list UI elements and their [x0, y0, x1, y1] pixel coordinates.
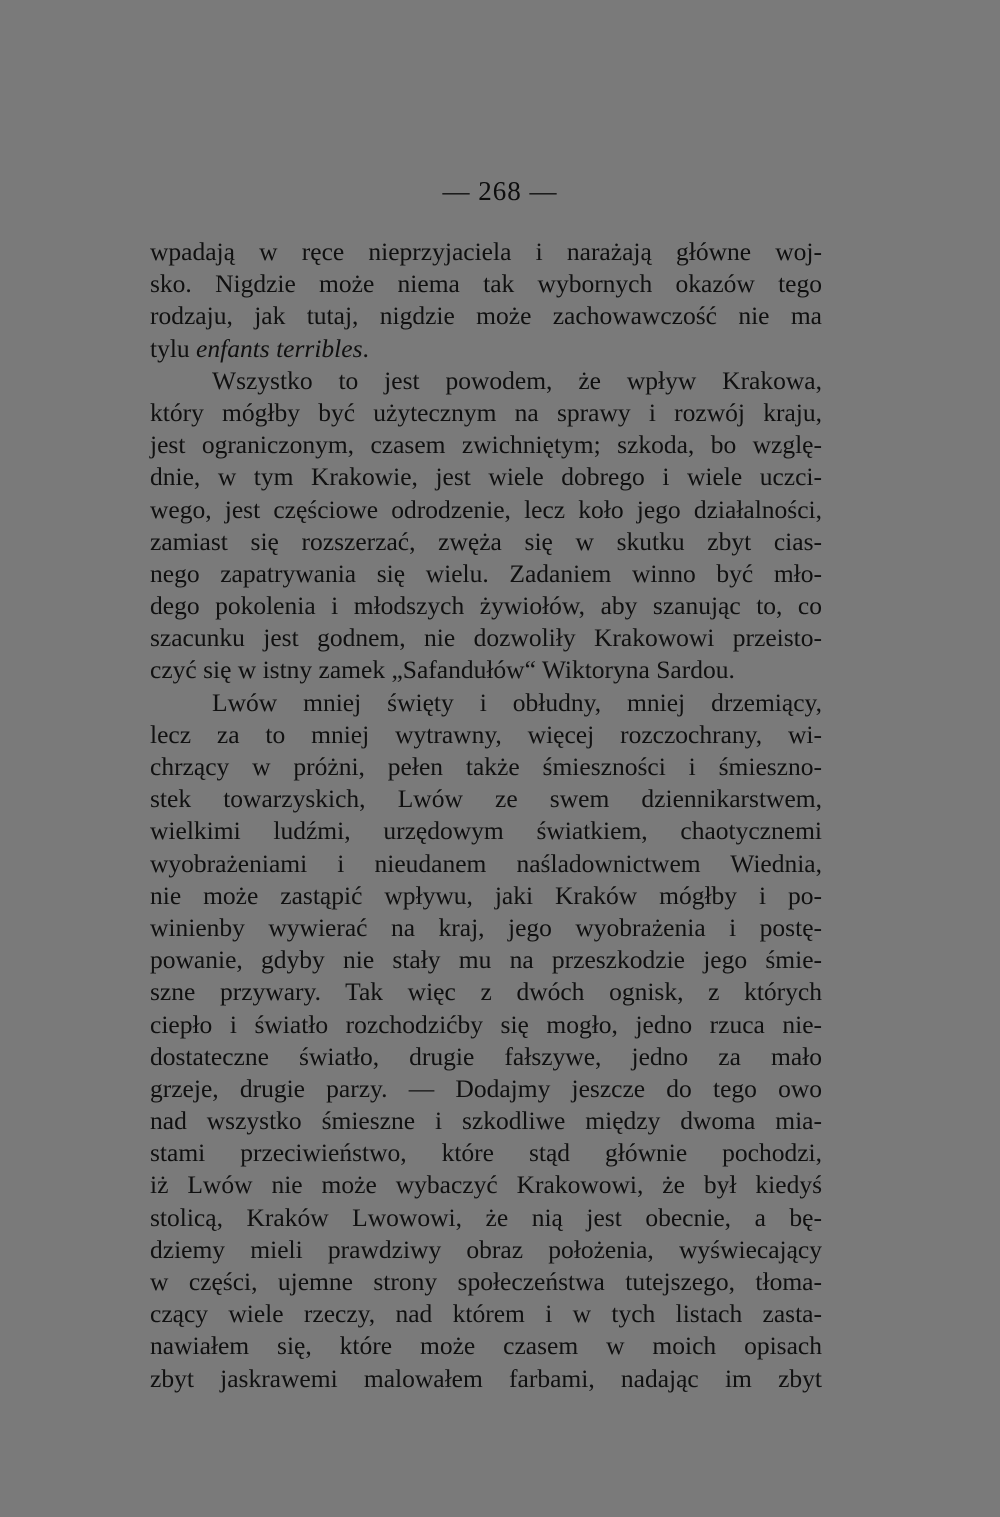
text-line-segment: .: [362, 333, 369, 363]
text-line: lecz za to mniej wytrawny, więcej rozczochrany, wi-: [150, 719, 822, 749]
text-line: dnie, w tym Krakowie, jest wiele dobrego i wiele uczci-: [150, 462, 822, 492]
text-line: Wszystko to jest powodem, że wpływ Krakowa,: [212, 365, 822, 395]
text-line: rodzaju, jak tutaj, nigdzie może zachowawczość nie ma: [150, 301, 822, 331]
text-line: nego zapatrywania się wielu. Zadaniem winno być mło-: [150, 558, 822, 588]
text-line: stami przeciwieństwo, które stąd głównie pochodzi,: [150, 1138, 822, 1168]
text-line: winienby wywierać na kraj, jego wyobrażenia i postę-: [150, 912, 822, 942]
text-line: sko. Nigdzie może niema tak wybornych okazów tego: [150, 269, 822, 299]
text-line: [150, 333, 822, 365]
text-line: dziemy mieli prawdziwy obraz położenia, wyświecający: [150, 1234, 822, 1264]
text-line: grzeje, drugie parzy. — Dodajmy jeszcze do tego owo: [150, 1073, 822, 1103]
text-line: zbyt jaskrawemi malowałem farbami, nadając im zbyt: [150, 1363, 822, 1393]
text-line: czyć się w istny zamek „Safandułów“ Wiktoryna Sardou.: [150, 655, 735, 685]
text-line: wego, jest częściowe odrodzenie, lecz koło jego działalności,: [150, 494, 822, 524]
text-line: wielkimi ludźmi, urzędowym światkiem, chaotycznemi: [150, 816, 822, 846]
text-line: Lwów mniej święty i obłudny, mniej drzemiący,: [212, 687, 822, 717]
text-line: nawiałem się, które może czasem w moich opisach: [150, 1331, 822, 1361]
text-line-segment: tylu: [150, 333, 197, 363]
text-line: stolicą, Kraków Lwowowi, że nią jest obecnie, a bę-: [150, 1202, 822, 1232]
text-line: iż Lwów nie może wybaczyć Krakowowi, że był kiedyś: [150, 1170, 822, 1200]
text-line: który mógłby być użytecznym na sprawy i rozwój kraju,: [150, 397, 822, 427]
text-line: szne przywary. Tak więc z dwóch ognisk, z których: [150, 977, 822, 1007]
text-line: dostateczne światło, drugie fałszywe, jedno za mało: [150, 1041, 822, 1071]
text-line: nie może zastąpić wpływu, jaki Kraków mógłby i po-: [150, 880, 822, 910]
text-line: szacunku jest godnem, nie dozwoliły Krakowowi przeisto-: [150, 623, 822, 653]
text-line: chrzący w próżni, pełen także śmieszności i śmieszno-: [150, 752, 822, 781]
italic-phrase: enfants terribles: [196, 333, 363, 363]
text-line: nad wszystko śmieszne i szkodliwe między dwoma mia-: [150, 1106, 822, 1136]
text-line: powanie, gdyby nie stały mu na przeszkodzie jego śmie-: [150, 945, 822, 975]
text-line: czący wiele rzeczy, nad którem i w tych listach zasta-: [150, 1299, 822, 1329]
body-text: [150, 236, 822, 1395]
text-line: ciepło i światło rozchodzićby się mogło, jedno rzuca nie-: [150, 1009, 822, 1039]
text-line: wpadają w ręce nieprzyjaciela i narażają główne woj-: [150, 237, 822, 266]
text-line: jest ograniczonym, czasem zwichniętym; szkoda, bo wzglę-: [150, 430, 822, 460]
text-line: stek towarzyskich, Lwów ze swem dziennikarstwem,: [150, 784, 822, 814]
text-line: w części, ujemne strony społeczeństwa tutejszego, tłoma-: [150, 1267, 822, 1296]
page-number: — 268 —: [442, 176, 558, 206]
text-line: zamiast się rozszerzać, zwęża się w skutku zbyt cias-: [150, 526, 822, 556]
text-line: wyobrażeniami i nieudanem naśladownictwem Wiednia,: [150, 848, 822, 878]
text-line: dego pokolenia i młodszych żywiołów, aby szanując to, co: [150, 591, 822, 621]
